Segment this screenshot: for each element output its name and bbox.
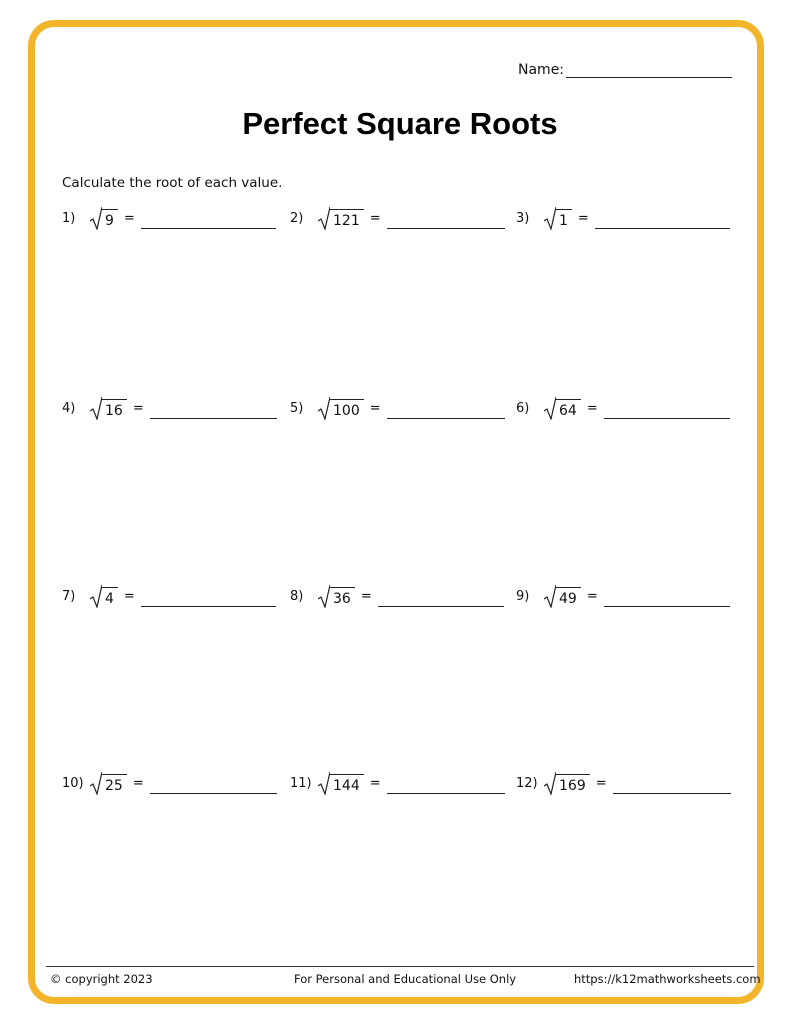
- answer-blank[interactable]: [613, 773, 731, 794]
- problem-12: [516, 768, 731, 798]
- worksheet-border: [28, 20, 764, 1004]
- problem-number: 2): [290, 210, 304, 226]
- radical: [90, 206, 118, 230]
- equals-sign: =: [369, 210, 381, 226]
- name-blank[interactable]: [566, 63, 732, 78]
- radicand: 64: [555, 399, 581, 420]
- problem-4: [62, 393, 277, 423]
- answer-blank[interactable]: [387, 398, 505, 419]
- equals-sign: =: [132, 400, 144, 416]
- problem-number: 3): [516, 210, 530, 226]
- problem-number: 8): [290, 588, 304, 604]
- problem-6: [516, 393, 730, 423]
- radical: [90, 771, 127, 795]
- equals-sign: =: [586, 588, 598, 604]
- problem-number: 5): [290, 400, 304, 416]
- radicand: 100: [329, 399, 364, 420]
- answer-blank[interactable]: [387, 208, 505, 229]
- problem-5: [290, 393, 505, 423]
- answer-blank[interactable]: [595, 208, 730, 229]
- problem-10: [62, 768, 277, 798]
- radicand: 16: [101, 399, 127, 420]
- equals-sign: =: [123, 588, 135, 604]
- problem-number: 4): [62, 400, 76, 416]
- equals-sign: =: [369, 775, 381, 791]
- radicand: 121: [329, 209, 364, 230]
- answer-blank[interactable]: [150, 398, 277, 419]
- equals-sign: =: [369, 400, 381, 416]
- instructions: Calculate the root of each value.: [62, 175, 283, 191]
- equals-sign: =: [360, 588, 372, 604]
- radicand: 169: [555, 774, 590, 795]
- name-label: Name:: [518, 62, 565, 78]
- radicand: 25: [101, 774, 127, 795]
- problem-number: 9): [516, 588, 530, 604]
- problem-8: [290, 581, 504, 611]
- problem-1: [62, 203, 276, 233]
- answer-blank[interactable]: [141, 208, 276, 229]
- name-field: [518, 62, 732, 78]
- footer-usage: For Personal and Educational Use Only: [294, 972, 517, 986]
- problem-7: [62, 581, 276, 611]
- answer-blank[interactable]: [387, 773, 505, 794]
- problem-number: 7): [62, 588, 76, 604]
- problem-2: [290, 203, 505, 233]
- radicand: 4: [101, 587, 118, 608]
- answer-blank[interactable]: [141, 586, 276, 607]
- equals-sign: =: [132, 775, 144, 791]
- radical: [544, 584, 581, 608]
- radical: [90, 584, 118, 608]
- radical: [318, 584, 355, 608]
- equals-sign: =: [586, 400, 598, 416]
- radical: [318, 206, 364, 230]
- radicand: 36: [329, 587, 355, 608]
- equals-sign: =: [577, 210, 589, 226]
- problem-number: 11): [290, 775, 312, 791]
- problem-11: [290, 768, 505, 798]
- answer-blank[interactable]: [604, 398, 730, 419]
- problem-number: 10): [62, 775, 84, 791]
- equals-sign: =: [595, 775, 607, 791]
- problem-9: [516, 581, 730, 611]
- footer-url[interactable]: https://k12mathworksheets.com: [574, 972, 761, 986]
- answer-blank[interactable]: [604, 586, 730, 607]
- radicand: 1: [555, 209, 572, 230]
- radicand: 49: [555, 587, 581, 608]
- problem-number: 1): [62, 210, 76, 226]
- radical: [544, 206, 572, 230]
- radicand: 9: [101, 209, 118, 230]
- radicand: 144: [329, 774, 364, 795]
- problem-3: [516, 203, 730, 233]
- radical: [544, 396, 581, 420]
- radical: [90, 396, 127, 420]
- radical: [318, 396, 364, 420]
- radical: [318, 771, 364, 795]
- equals-sign: =: [123, 210, 135, 226]
- footer-copyright: © copyright 2023: [50, 972, 153, 986]
- radical: [544, 771, 590, 795]
- answer-blank[interactable]: [150, 773, 277, 794]
- page-title: Perfect Square Roots: [242, 106, 558, 141]
- problem-number: 12): [516, 775, 538, 791]
- problem-number: 6): [516, 400, 530, 416]
- answer-blank[interactable]: [378, 586, 504, 607]
- footer-divider: [46, 966, 754, 967]
